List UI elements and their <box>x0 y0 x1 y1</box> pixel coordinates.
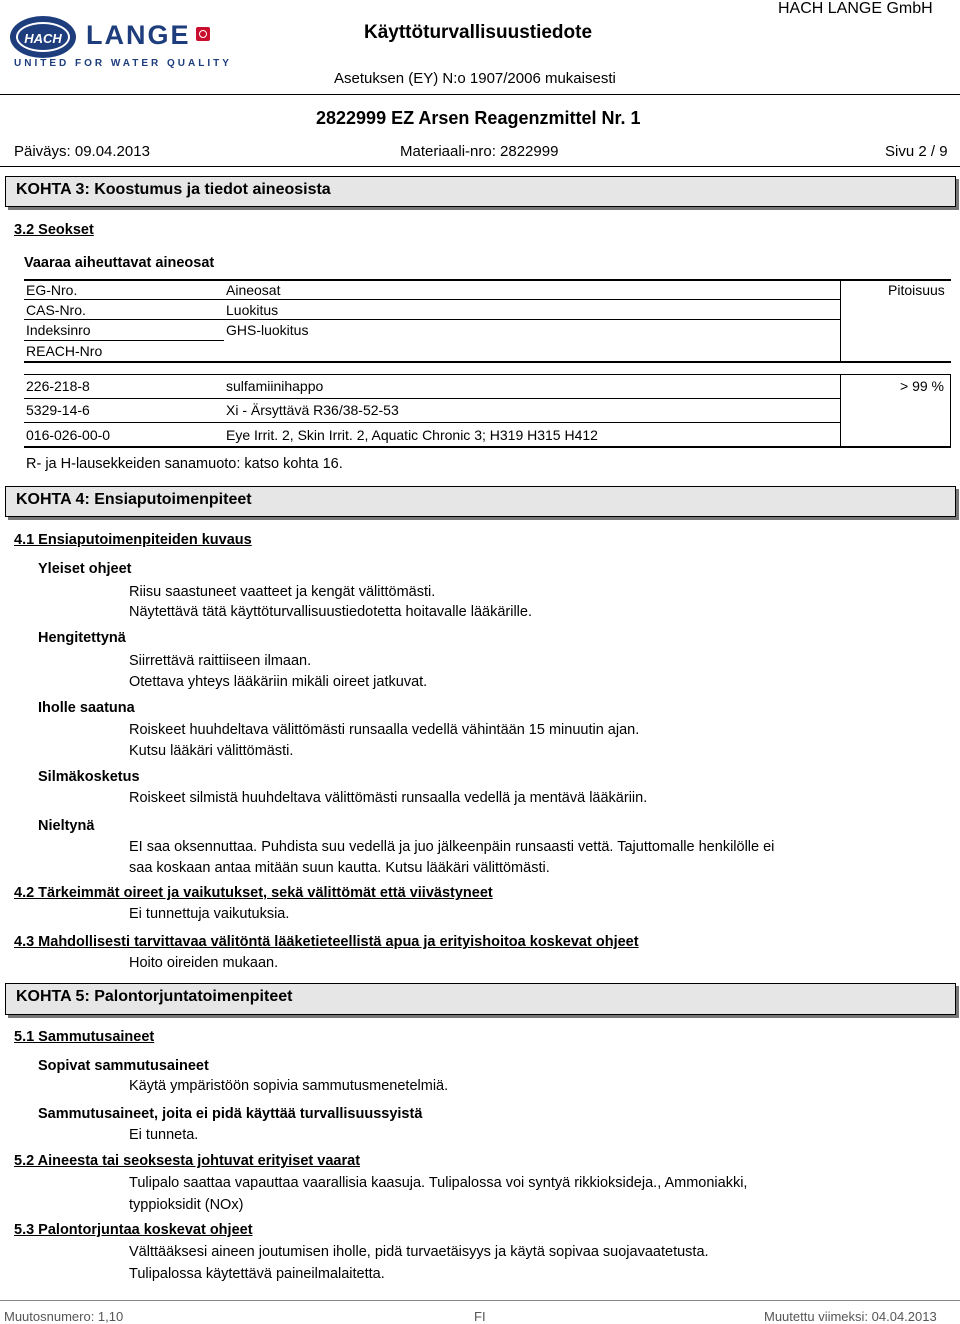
header-cas: CAS-Nro. <box>26 302 86 318</box>
ingestion-heading: Nieltynä <box>38 818 95 834</box>
unsuitable-media-heading: Sammutusaineet, joita ei pidä käyttää turvallisuussyistä <box>38 1106 423 1122</box>
subsection-4-1: 4.1 Ensiaputoimenpiteiden kuvaus <box>14 532 252 548</box>
lange-brand: LANGE <box>86 20 191 50</box>
subsection-3-2: 3.2 Seokset <box>14 222 94 238</box>
suitable-media-heading: Sopivat sammutusaineet <box>38 1058 209 1074</box>
subsection-4-2: 4.2 Tärkeimmät oireet ja vaikutukset, sekä välittömät että viivästyneet <box>14 885 493 901</box>
data-col-divider <box>840 375 841 447</box>
header-divider <box>0 94 960 95</box>
subsection-5-2-line-2: typpioksidit (NOx) <box>129 1197 244 1213</box>
header-index: Indeksinro <box>26 322 91 338</box>
product-name: 2822999 EZ Arsen Reagenzmittel Nr. 1 <box>316 108 641 128</box>
subsection-5-1: 5.1 Sammutusaineet <box>14 1029 155 1045</box>
regulation: Asetuksen (EY) N:o 1907/2006 mukaisesti <box>334 70 616 87</box>
cell-concentration: > 99 % <box>900 378 944 394</box>
inhalation-1: Siirrettävä raittiiseen ilmaan. <box>129 653 312 669</box>
subsection-5-2: 5.2 Aineesta tai seoksesta johtuvat erityiset vaarat <box>14 1153 361 1169</box>
header-row-rule-2 <box>24 319 840 320</box>
header-col-divider <box>840 280 841 362</box>
data-top-rule <box>24 374 951 375</box>
skin-contact-1: Roiskeet huuhdeltava välittömästi runsaalla vedellä vähintään 15 minuutin ajan. <box>129 722 640 738</box>
subsection-5-3-line-1: Välttääksesi aineen joutumisen iholle, pidä turvaetäisyys ja käytä sopivaa suojavaatetusta. <box>129 1244 709 1260</box>
last-modified: Muutettu viimeksi: 04.04.2013 <box>764 1309 937 1324</box>
general-advice-2: Näytettävä tätä käyttöturvallisuustiedotetta hoitavalle lääkärille. <box>129 604 532 620</box>
hach-logo-text: HACH <box>16 22 70 52</box>
section-4-title: KOHTA 4: Ensiaputoimenpiteet <box>16 491 252 508</box>
header-bottom-rule <box>0 166 960 167</box>
cell-ghs: Eye Irrit. 2, Skin Irrit. 2, Aquatic Chronic 3; H319 H315 H412 <box>226 427 598 443</box>
data-rule-1 <box>24 398 840 399</box>
subsection-5-3-line-2: Tulipalossa käytettävä paineilmalaitetta. <box>129 1266 385 1282</box>
header-ingredients: Aineosat <box>226 282 281 298</box>
header-reach: REACH-Nro <box>26 343 103 359</box>
lange-mark-icon <box>196 27 210 41</box>
inhalation-heading: Hengitettynä <box>38 630 126 646</box>
cell-index: 016-026-00-0 <box>26 427 111 443</box>
subsection-5-2-line-1: Tulipalo saattaa vapauttaa vaarallisia kaasuja. Tulipalossa voi syntyä rikkioksideja., Ammoniakki, <box>129 1175 748 1191</box>
company-name: HACH LANGE GmbH <box>778 0 933 17</box>
page-number: Sivu 2 / 9 <box>885 143 948 160</box>
general-advice-1: Riisu saastuneet vaatteet ja kengät välittömästi. <box>129 584 436 600</box>
header-row-rule-1 <box>24 299 840 300</box>
eye-contact-heading: Silmäkosketus <box>38 769 140 785</box>
section-3-title: KOHTA 3: Koostumus ja tiedot aineosista <box>16 181 331 198</box>
eye-contact-1: Roiskeet silmistä huuhdeltava välittömästi runsaalla vedellä ja mentävä lääkäriin. <box>129 790 648 806</box>
hach-logo <box>10 16 76 58</box>
revision-number: Muutosnumero: 1,10 <box>4 1309 124 1324</box>
issue-date: Päiväys: 09.04.2013 <box>14 143 150 160</box>
ingestion-1: EI saa oksennuttaa. Puhdista suu vedellä ja juo jälkeenpäin runsaasti vettä. Tajuttomalle henkilölle ei <box>129 839 775 855</box>
inhalation-2: Otettava yhteys lääkäriin mikäli oireet jatkuvat. <box>129 674 428 690</box>
ingestion-2: saa koskaan antaa mitään suun kautta. Kutsu lääkäri välittömästi. <box>129 860 550 876</box>
subsection-4-3-text: Hoito oireiden mukaan. <box>129 955 279 971</box>
table-top-rule <box>24 279 951 281</box>
doc-title: Käyttöturvallisuustiedote <box>364 22 593 43</box>
skin-contact-heading: Iholle saatuna <box>38 700 135 716</box>
hazard-ingredients-title: Vaaraa aiheuttavat aineosat <box>24 255 215 271</box>
cell-cas: 5329-14-6 <box>26 402 90 418</box>
subsection-5-3: 5.3 Palontorjuntaa koskevat ohjeet <box>14 1222 253 1238</box>
header-classification: Luokitus <box>226 302 279 318</box>
unsuitable-media-1: Ei tunneta. <box>129 1127 199 1143</box>
cell-classification: Xi - Ärsyttävä R36/38-52-53 <box>226 402 399 418</box>
subsection-4-3: 4.3 Mahdollisesti tarvittavaa välitöntä lääketieteellistä apua ja erityishoitoa koskevat ohjeet <box>14 934 639 950</box>
section-5-header <box>5 983 956 1015</box>
section-5-title: KOHTA 5: Palontorjuntatoimenpiteet <box>16 988 293 1005</box>
data-rule-2 <box>24 422 840 423</box>
skin-contact-2: Kutsu lääkäri välittömästi. <box>129 743 294 759</box>
footer-rule <box>0 1300 960 1301</box>
subsection-4-2-text: Ei tunnettuja vaikutuksia. <box>129 906 290 922</box>
header-bottom-rule <box>24 361 951 363</box>
section-4-header <box>5 486 956 517</box>
data-bottom-rule <box>24 446 951 448</box>
general-advice-heading: Yleiset ohjeet <box>38 561 132 577</box>
material-number: Materiaali-nro: 2822999 <box>400 143 559 160</box>
header-ghs: GHS-luokitus <box>226 322 309 338</box>
r-h-phrase-note: R- ja H-lausekkeiden sanamuoto: katso kohta 16. <box>26 456 343 472</box>
cell-eg: 226-218-8 <box>26 378 90 394</box>
suitable-media-1: Käytä ympäristöön sopivia sammutusmenetelmiä. <box>129 1078 449 1094</box>
language-code: FI <box>474 1309 486 1324</box>
tagline: UNITED FOR WATER QUALITY <box>14 58 232 69</box>
header-row-rule-3 <box>24 340 224 341</box>
section-3-header <box>5 176 956 207</box>
data-right-border <box>950 375 951 447</box>
header-eg: EG-Nro. <box>26 282 78 298</box>
cell-ingredient-name: sulfamiinihappo <box>226 378 324 394</box>
header-concentration: Pitoisuus <box>888 282 945 298</box>
